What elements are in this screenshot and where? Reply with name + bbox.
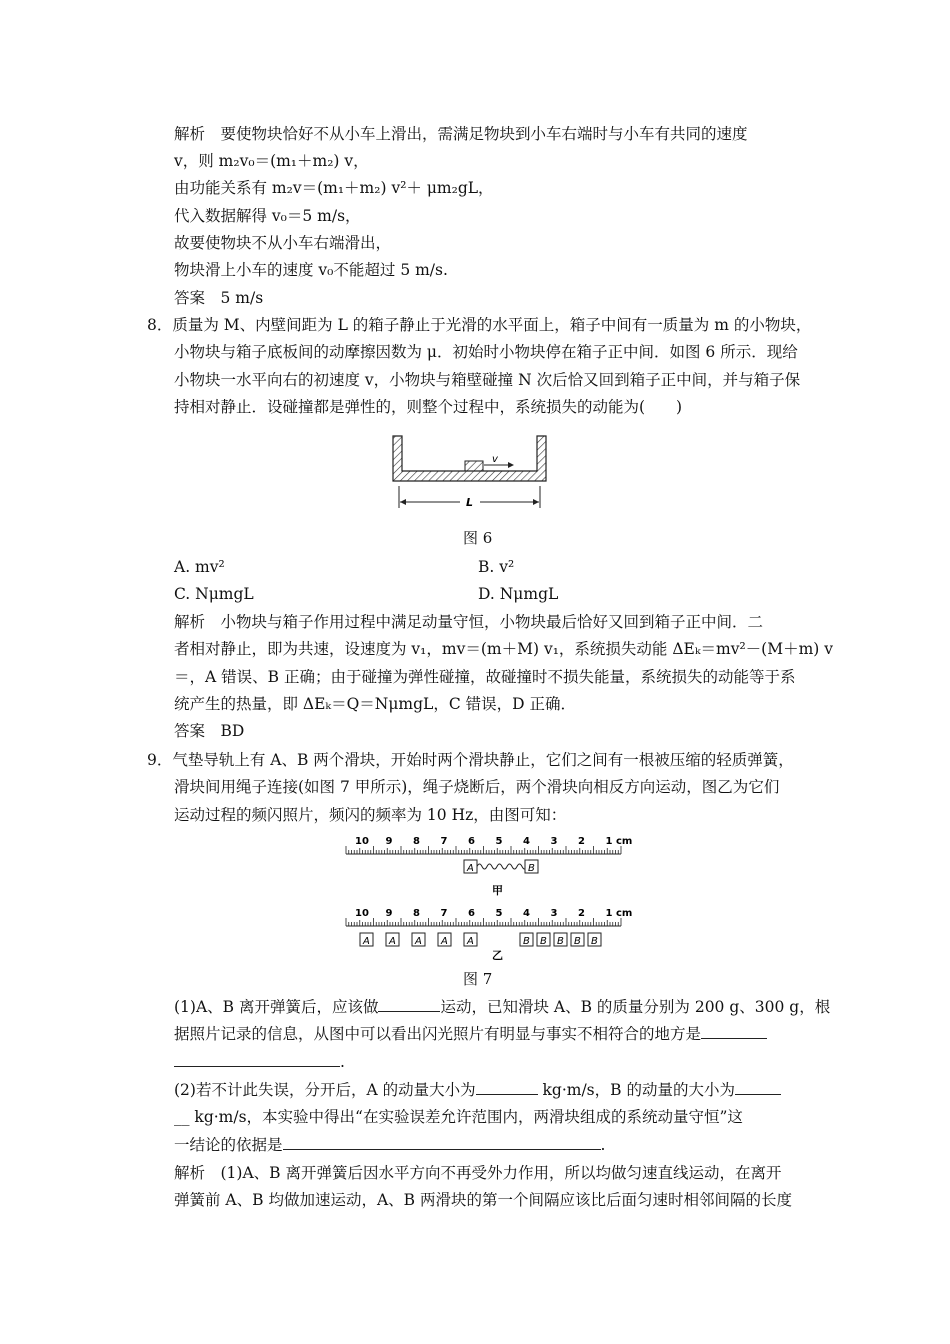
small-block xyxy=(465,461,483,471)
box-body xyxy=(393,436,546,481)
ruler-2-label-7: 3 xyxy=(550,908,558,919)
q7-solution-line-3: 由功能关系有 m₂v＝(m₁＋m₂) v²＋ μm₂gL， xyxy=(174,179,494,197)
ruler-1-label-0: 10 xyxy=(355,836,369,847)
q9-part2-text-b: kg·m/s，B 的动量的大小为 xyxy=(542,1081,735,1099)
q9-part1-line-2 xyxy=(174,1024,767,1044)
q7-solution-line-2: v，则 m₂v₀＝(m₁＋m₂) v， xyxy=(174,152,369,170)
q8-option-c: C. NμmgL xyxy=(174,585,254,603)
q8-solution-line-3: ＝，A 错误、B 正确；由于碰撞为弹性碰撞，故碰撞时不损失能量，系统损失的动能等于系 xyxy=(174,668,796,686)
strobe-b-4-label: B xyxy=(574,936,581,947)
q9-part1-text-b: 运动，已知滑块 A、B 的质量分别为 200 g、300 g，根 xyxy=(440,998,831,1016)
ruler-2-label-8: 2 xyxy=(578,908,585,919)
strobe-b-3-label: B xyxy=(557,936,564,947)
ruler-2-label-4: 6 xyxy=(468,908,475,919)
q9-stem-line-3: 运动过程的频闪照片，频闪的频率为 10 Hz，由图可知： xyxy=(174,806,567,824)
q8-stem-line-3: 小物块一水平向右的初速度 v，小物块与箱壁碰撞 N 次后恰又回到箱子正中间，并与箱子保 xyxy=(174,371,801,389)
q7-answer: 答案 5 m/s xyxy=(174,289,264,307)
q8-option-d: D. NμmgL xyxy=(478,585,559,603)
ruler-2-label-9: 1 cm xyxy=(605,908,633,919)
q9-part1-line-3 xyxy=(174,1052,345,1072)
ruler-1-label-3: 7 xyxy=(440,836,448,847)
block-a-jia-label: A xyxy=(467,863,474,874)
ruler-yi xyxy=(346,908,632,926)
q9-solution-line-2: 弹簧前 A、B 均做加速运动，A、B 两滑块的第一个间隔应该比后面匀速时相邻间隔的长度 xyxy=(174,1191,792,1209)
q8-option-b: B. v² xyxy=(478,558,515,576)
ruler-1-label-6: 4 xyxy=(523,836,530,847)
figure-7-caption: 图 7 xyxy=(463,970,493,988)
figure-6-box-diagram xyxy=(380,430,560,515)
q9-part2-line-3 xyxy=(174,1135,605,1155)
ruler-2-label-2: 8 xyxy=(413,908,420,919)
blank-photo-error-1[interactable] xyxy=(701,1024,767,1039)
figure-7-strobe-diagram xyxy=(340,828,640,964)
strobe-b-1-label: B xyxy=(523,936,530,947)
q7-solution-line-6: 物块滑上小车的速度 v₀不能超过 5 m/s. xyxy=(174,261,448,279)
velocity-label: v xyxy=(492,454,498,465)
strobe-b-positions xyxy=(520,933,601,947)
label-jia: 甲 xyxy=(492,884,503,897)
ruler-2-label-3: 7 xyxy=(440,908,448,919)
q8-stem-line-2: 小物块与箱子底板间的动摩擦因数为 μ．初始时小物块停在箱子正中间．如图 6 所示．现给 xyxy=(174,343,798,361)
ruler-jia xyxy=(346,836,632,854)
q9-solution-line-1: 解析 (1)A、B 离开弹簧后因水平方向不再受外力作用，所以均做匀速直线运动，在离开 xyxy=(174,1164,782,1182)
ruler-2-label-5: 5 xyxy=(495,908,503,919)
length-label: L xyxy=(466,496,474,509)
q9-part2-text-d: 一结论的依据是 xyxy=(174,1136,283,1154)
blank-conservation-basis[interactable] xyxy=(283,1135,601,1150)
q8-answer: 答案 BD xyxy=(174,722,245,740)
block-b-jia-label: B xyxy=(528,863,535,874)
ruler-2-label-0: 10 xyxy=(355,908,369,919)
ruler-1-label-5: 5 xyxy=(495,836,503,847)
q8-stem-line-1: 8．质量为 M、内壁间距为 L 的箱子静止于光滑的水平面上，箱子中间有一质量为 m 的小物块， xyxy=(147,316,812,334)
strobe-a-5-label: A xyxy=(467,936,474,947)
ruler-1-label-9: 1 cm xyxy=(605,836,633,847)
ruler-2-label-1: 9 xyxy=(385,908,393,919)
q7-solution-line-1: 解析 要使物块恰好不从小车上滑出，需满足物块到小车右端时与小车有共同的速度 xyxy=(174,125,748,143)
q8-solution-line-1: 解析 小物块与箱子作用过程中满足动量守恒，小物块最后恰好又回到箱子正中间．二 xyxy=(174,613,764,631)
ruler-1-label-1: 9 xyxy=(385,836,393,847)
ruler-1-label-2: 8 xyxy=(413,836,420,847)
blank-a-momentum[interactable] xyxy=(476,1080,538,1095)
q8-solution-line-2: 者相对静止，即为共速，设速度为 v₁，mv＝(m＋M) v₁，系统损失动能 ΔEₖ＝mv²－(M＋m) v xyxy=(174,640,834,658)
strobe-a-positions xyxy=(360,933,477,947)
q9-part2-text-e: . xyxy=(600,1136,606,1154)
q9-part1-text-c: 据照片记录的信息，从图中可以看出闪光照片有明显与事实不相符合的地方是 xyxy=(174,1025,702,1043)
ruler-1-label-7: 3 xyxy=(550,836,558,847)
ruler-2-label-6: 4 xyxy=(523,908,530,919)
q8-option-a: A. mv² xyxy=(174,558,225,576)
blank-photo-error-2[interactable] xyxy=(174,1052,340,1067)
q9-part2-text-a: (2)若不计此失误，分开后，A 的动量大小为 xyxy=(174,1081,476,1099)
ruler-1-label-8: 2 xyxy=(578,836,585,847)
q9-stem-line-1: 9．气垫导轨上有 A、B 两个滑块，开始时两个滑块静止，它们之间有一根被压缩的轻质弹簧， xyxy=(147,751,794,769)
q9-part2-line-1 xyxy=(174,1080,781,1100)
strobe-a-2-label: A xyxy=(389,936,396,947)
strobe-b-5-label: B xyxy=(591,936,598,947)
blank-motion-type[interactable] xyxy=(378,997,440,1012)
strobe-a-3-label: A xyxy=(415,936,422,947)
q9-part2-line-2: __ kg·m/s，本实验中得出“在实验误差允许范围内，两滑块组成的系统动量守恒”这 xyxy=(174,1108,743,1126)
q8-solution-line-4: 统产生的热量，即 ΔEₖ＝Q＝NμmgL，C 错误，D 正确． xyxy=(174,695,576,713)
q9-stem-line-2: 滑块间用绳子连接(如图 7 甲所示)，绳子烧断后，两个滑块向相反方向运动，图乙为它们 xyxy=(174,778,780,796)
strobe-b-2-label: B xyxy=(540,936,547,947)
q8-stem-line-4: 持相对静止．设碰撞都是弹性的，则整个过程中，系统损失的动能为( ) xyxy=(174,398,683,416)
strobe-a-4-label: A xyxy=(441,936,448,947)
q7-solution-line-4: 代入数据解得 v₀＝5 m/s， xyxy=(174,207,361,225)
strobe-a-1-label: A xyxy=(363,936,370,947)
q7-solution-line-5: 故要使物块不从小车右端滑出， xyxy=(174,234,392,252)
ruler-1-label-4: 6 xyxy=(468,836,475,847)
label-yi: 乙 xyxy=(492,949,503,962)
blank-b-momentum[interactable] xyxy=(735,1080,781,1095)
q9-part1-text-d: . xyxy=(340,1053,345,1071)
q9-part1-line-1 xyxy=(174,997,830,1017)
q9-part1-text-a: (1)A、B 离开弹簧后，应该做 xyxy=(174,998,379,1016)
figure-6-caption: 图 6 xyxy=(463,529,493,547)
